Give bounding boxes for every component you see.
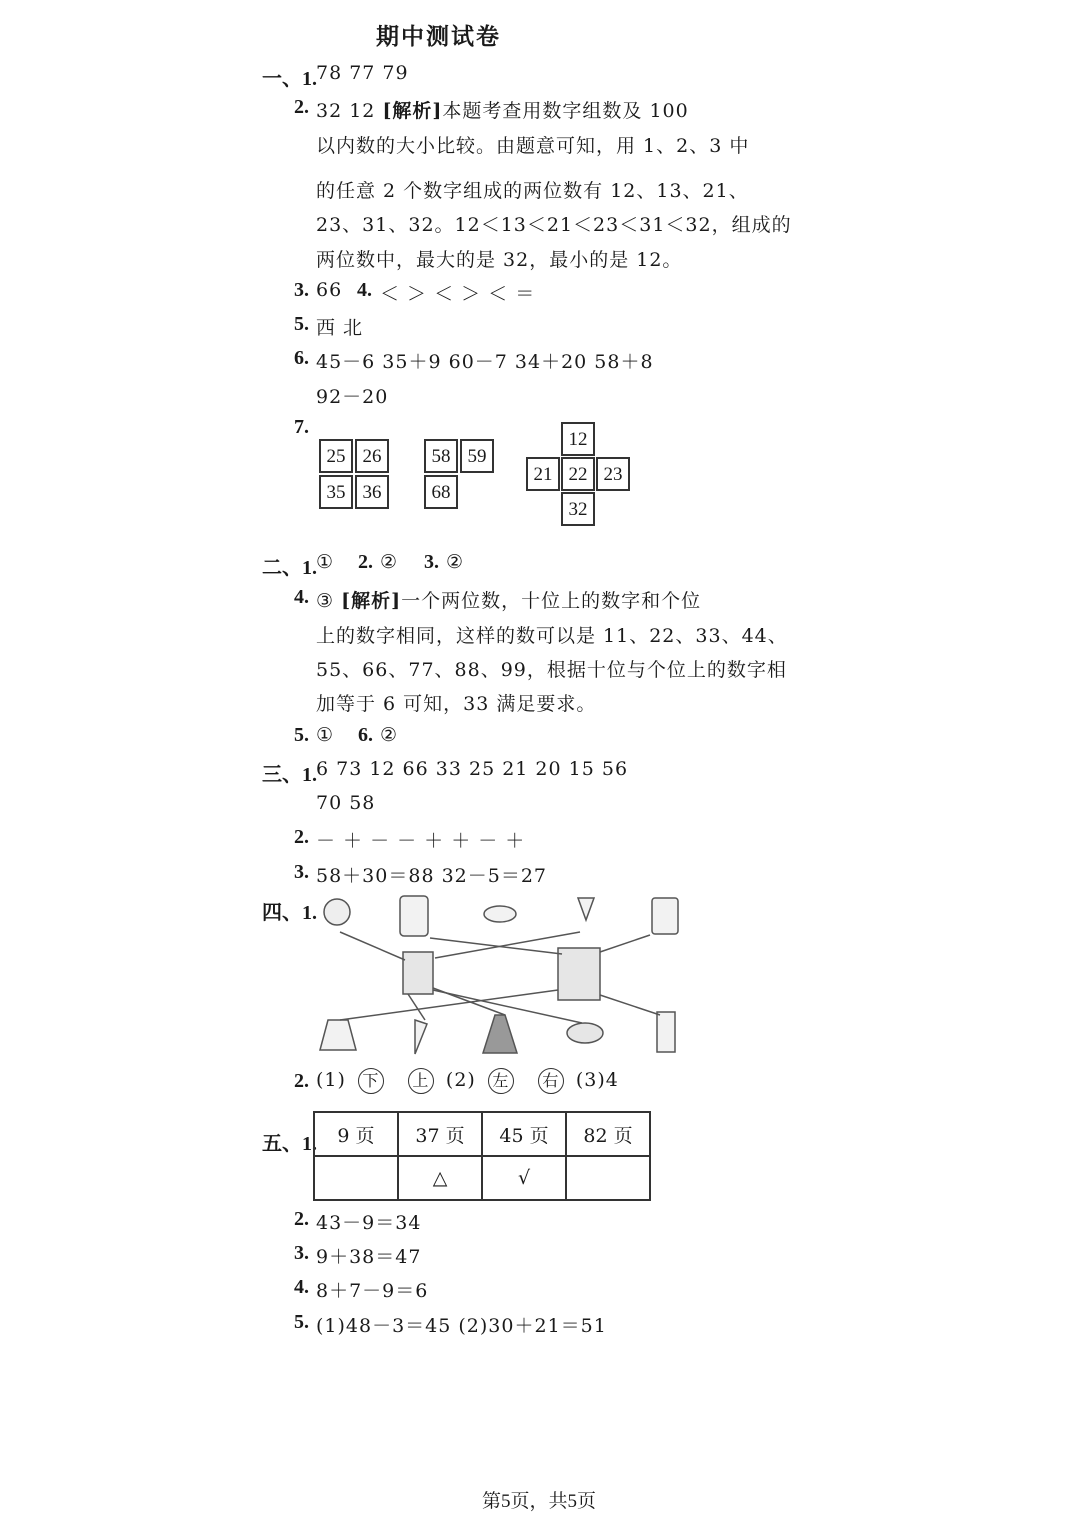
s2-q5-answer: ① xyxy=(316,724,335,746)
section-3-head: 三、1. xyxy=(262,764,317,786)
grid2-cell: 68 xyxy=(424,475,458,509)
grid1-cell: 26 xyxy=(355,439,389,473)
coat-icon xyxy=(652,898,678,934)
grid3-cell: 23 xyxy=(596,457,630,491)
s1-q6-line2: 92－20 xyxy=(316,386,389,408)
s1-q5-answer: 西 北 xyxy=(316,317,364,339)
dress-icon xyxy=(483,1015,517,1053)
pages-table xyxy=(313,1111,651,1201)
s2-q4-line4: 加等于 6 可知，33 满足要求。 xyxy=(316,693,597,715)
s2-q2-num: 2. xyxy=(358,551,373,573)
s3-q1-line1: 6 73 12 66 33 25 21 20 15 56 xyxy=(316,758,629,780)
s1-q6-num: 6. xyxy=(294,347,309,369)
s1-q7-num: 7. xyxy=(294,416,309,438)
table-header: 37 页 xyxy=(398,1112,482,1156)
s3-q3-answer: 58＋30＝88 32－5＝27 xyxy=(316,865,548,887)
s2-q4-line2: 上的数字相同，这样的数可以是 11、22、33、44、 xyxy=(316,625,788,647)
grid3-cell: 22 xyxy=(561,457,595,491)
grid3-cell: 32 xyxy=(561,492,595,526)
s3-q2-answer: － ＋ － － ＋ ＋ － ＋ xyxy=(316,830,526,852)
grid1-cell: 36 xyxy=(355,475,389,509)
wardrobe-icon xyxy=(558,948,600,1000)
section-4-head: 四、1. xyxy=(262,902,317,924)
s1-q3-answer: 66 xyxy=(316,279,343,301)
meat-icon xyxy=(567,1023,603,1043)
s1-q4-num: 4. xyxy=(357,279,372,301)
s2-q3-answer: ② xyxy=(446,551,465,573)
s1-q2-line1: 32 12 [解析]本题考查用数字组数及 100 xyxy=(316,100,689,122)
s2-q2-answer: ② xyxy=(380,551,399,573)
table-cell: √ xyxy=(482,1156,566,1200)
grid2-cell: 59 xyxy=(460,439,494,473)
orange-icon xyxy=(324,899,350,925)
s5-q4-num: 4. xyxy=(294,1276,309,1298)
table-header: 82 页 xyxy=(566,1112,650,1156)
skirt-icon xyxy=(320,1020,356,1050)
s1-q2-line3: 的任意 2 个数字组成的两位数有 12、13、21、 xyxy=(316,180,749,202)
pants-icon xyxy=(657,1012,675,1052)
s2-q3-num: 3. xyxy=(424,551,439,573)
circled-answer: 上 xyxy=(408,1068,434,1094)
s2-q5-num: 5. xyxy=(294,724,309,746)
s2-q4-line3: 55、66、77、88、99，根据十位与个位上的数字相 xyxy=(316,659,787,681)
circled-answer: 右 xyxy=(538,1068,564,1094)
table-header: 45 页 xyxy=(482,1112,566,1156)
s2-q6-num: 6. xyxy=(358,724,373,746)
s1-q1-answer: 78 77 79 xyxy=(316,62,409,84)
s1-q3-num: 3. xyxy=(294,279,309,301)
table-cell xyxy=(566,1156,650,1200)
s1-q2-line2: 以内数的大小比较。由题意可知，用 1、2、3 中 xyxy=(316,135,750,157)
section-2-head: 二、1. xyxy=(262,557,317,579)
s5-q3-num: 3. xyxy=(294,1242,309,1264)
page-footer: 第5页，共5页 xyxy=(482,1491,597,1512)
s2-q4-line1: ③ [解析]一个两位数，十位上的数字和个位 xyxy=(316,590,702,612)
page-title: 期中测试卷 xyxy=(376,23,501,50)
circled-answer: 左 xyxy=(488,1068,514,1094)
carrot-icon xyxy=(415,1020,427,1054)
s5-q2-answer: 43－9＝34 xyxy=(316,1212,422,1234)
table-cell: △ xyxy=(398,1156,482,1200)
s1-q5-num: 5. xyxy=(294,313,309,335)
grid3-cell: 21 xyxy=(526,457,560,491)
section-5-head: 五、1. xyxy=(262,1133,317,1155)
grid3-cell: 12 xyxy=(561,422,595,456)
s2-q6-answer: ② xyxy=(380,724,399,746)
s2-q1-answer: ① xyxy=(316,551,335,573)
s4-q2-num: 2. xyxy=(294,1070,309,1092)
s5-q4-answer: 8＋7－9＝6 xyxy=(316,1280,429,1302)
fridge-icon xyxy=(403,952,433,994)
s4-q2-answer: (1) 下 上 (2) 左 右 (3)4 xyxy=(316,1068,619,1094)
s5-q2-num: 2. xyxy=(294,1208,309,1230)
s1-q2-line5: 两位数中，最大的是 32，最小的是 12。 xyxy=(316,249,683,271)
grid1-cell: 35 xyxy=(319,475,353,509)
s5-q5-answer: (1)48－3＝45 (2)30＋21＝51 xyxy=(316,1315,607,1337)
fish-icon xyxy=(484,906,516,922)
s3-q3-num: 3. xyxy=(294,861,309,883)
s3-q2-num: 2. xyxy=(294,826,309,848)
matching-illustration xyxy=(300,890,720,1060)
circled-answer: 下 xyxy=(358,1068,384,1094)
grid1-cell: 25 xyxy=(319,439,353,473)
s5-q5-num: 5. xyxy=(294,1311,309,1333)
s5-q3-answer: 9＋38＝47 xyxy=(316,1246,422,1268)
grid2-cell: 58 xyxy=(424,439,458,473)
s1-q2-num: 2. xyxy=(294,96,309,118)
s2-q4-num: 4. xyxy=(294,586,309,608)
table-cell xyxy=(314,1156,398,1200)
ice-cream-icon xyxy=(578,898,594,920)
s1-q4-answer: ＜ ＞ ＜ ＞ ＜ ＝ xyxy=(380,283,536,305)
s1-q2-line4: 23、31、32。12＜13＜21＜23＜31＜32，组成的 xyxy=(316,214,792,236)
s1-q6-line1: 45－6 35＋9 60－7 34＋20 58＋8 xyxy=(316,351,654,373)
section-1-head: 一、1. xyxy=(262,68,317,90)
jacket-icon xyxy=(400,896,428,936)
s3-q1-line2: 70 58 xyxy=(316,792,376,814)
table-header: 9 页 xyxy=(314,1112,398,1156)
